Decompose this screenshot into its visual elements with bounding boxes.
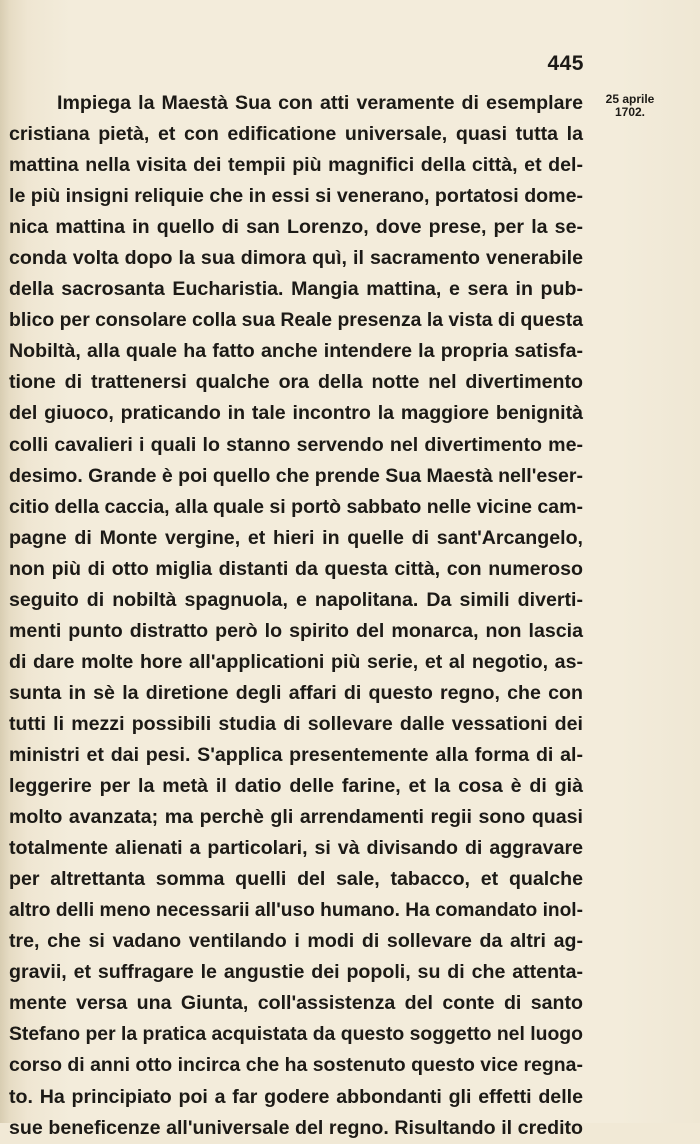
margin-note-date: 25 aprile xyxy=(605,92,655,106)
text-line: pagne di Monte vergine, et hieri in quelle di sant'Arcangelo, xyxy=(9,526,583,549)
margin-note-year: 1702. xyxy=(614,105,646,119)
text-line: per altrettanta somma quelli del sale, tabacco, et qualche xyxy=(9,868,583,891)
text-line: seguito di nobiltà spagnuola, e napolitana. Da simili diverti- xyxy=(9,588,583,611)
text-line: mattina nella visita dei tempii più magnifici della città, et del- xyxy=(9,154,583,177)
text-line: menti punto distratto però lo spirito del monarca, non lascia xyxy=(9,619,583,642)
text-line: altro delli meno necessarii all'uso humano. Ha comandato inol- xyxy=(9,899,584,922)
text-line: tutti li mezzi possibili studia di sollevare dalle vessationi dei xyxy=(9,712,583,735)
text-line: tione di trattenersi qualche ora della notte nel divertimento xyxy=(9,371,583,394)
text-line: Stefano per la pratica acquistata da questo soggetto nel luogo xyxy=(9,1023,583,1046)
text-line: le più insigni reliquie che in essi si venerano, portatosi dome- xyxy=(9,185,583,208)
text-line: blico per consolare colla sua Reale presenza la vista di questa xyxy=(9,309,583,332)
text-line: molto avanzata; ma perchè gli arrendamenti regii sono quasi xyxy=(9,806,583,829)
text-line: ministri et dai pesi. S'applica presentemente alla forma di al- xyxy=(9,743,583,766)
body-text xyxy=(9,88,583,1144)
text-line: tre, che si vadano ventilando i modi di sollevare da altri ag- xyxy=(9,930,583,953)
text-line: citio della caccia, alla quale si portò sabbato nelle vicine cam- xyxy=(9,495,583,518)
text-line: to. Ha principiato poi a far godere abbondanti gli effetti delle xyxy=(9,1085,583,1108)
text-line: sue beneficenze all'universale del regno. Risultando il credito xyxy=(9,1116,583,1139)
page-number: 445 xyxy=(547,52,584,75)
text-line: corso di anni otto incirca che ha sostenuto questo vice regna- xyxy=(9,1054,583,1077)
text-line: non più di otto miglia distanti da questa città, con numeroso xyxy=(9,557,583,580)
text-line: del giuoco, praticando in tale incontro la maggiore benignità xyxy=(9,402,583,425)
text-line: gravii, et suffragare le angustie dei popoli, su di che attenta- xyxy=(9,961,583,984)
text-line: desimo. Grande è poi quello che prende Sua Maestà nell'eser- xyxy=(9,464,584,487)
text-line: nica mattina in quello di san Lorenzo, dove prese, per la se- xyxy=(9,216,583,239)
text-line: leggerire per la metà il datio delle farine, et la cosa è di già xyxy=(9,775,583,798)
margin-date-note xyxy=(592,93,668,119)
text-line: della sacrosanta Eucharistia. Mangia mattina, e sera in pub- xyxy=(9,278,583,301)
text-line: di dare molte hore all'applicationi più serie, et al negotio, as- xyxy=(9,650,583,673)
text-line: sunta in sè la diretione degli affari di questo regno, che con xyxy=(9,681,583,704)
text-line: conda volta dopo la sua dimora quì, il sacramento venerabile xyxy=(9,247,583,270)
text-line: Nobiltà, alla quale ha fatto anche intendere la propria satisfa- xyxy=(9,340,583,363)
text-line: Impiega la Maestà Sua con atti veramente di esemplare xyxy=(57,92,583,114)
text-line: cristiana pietà, et con edificatione universale, quasi tutta la xyxy=(9,123,583,146)
text-line: mente versa una Giunta, coll'assistenza del conte di santo xyxy=(9,992,583,1015)
text-line: totalmente alienati a particolari, si và divisando di aggravare xyxy=(9,837,583,860)
text-line: colli cavalieri i quali lo stanno servendo nel divertimento me- xyxy=(9,433,583,456)
